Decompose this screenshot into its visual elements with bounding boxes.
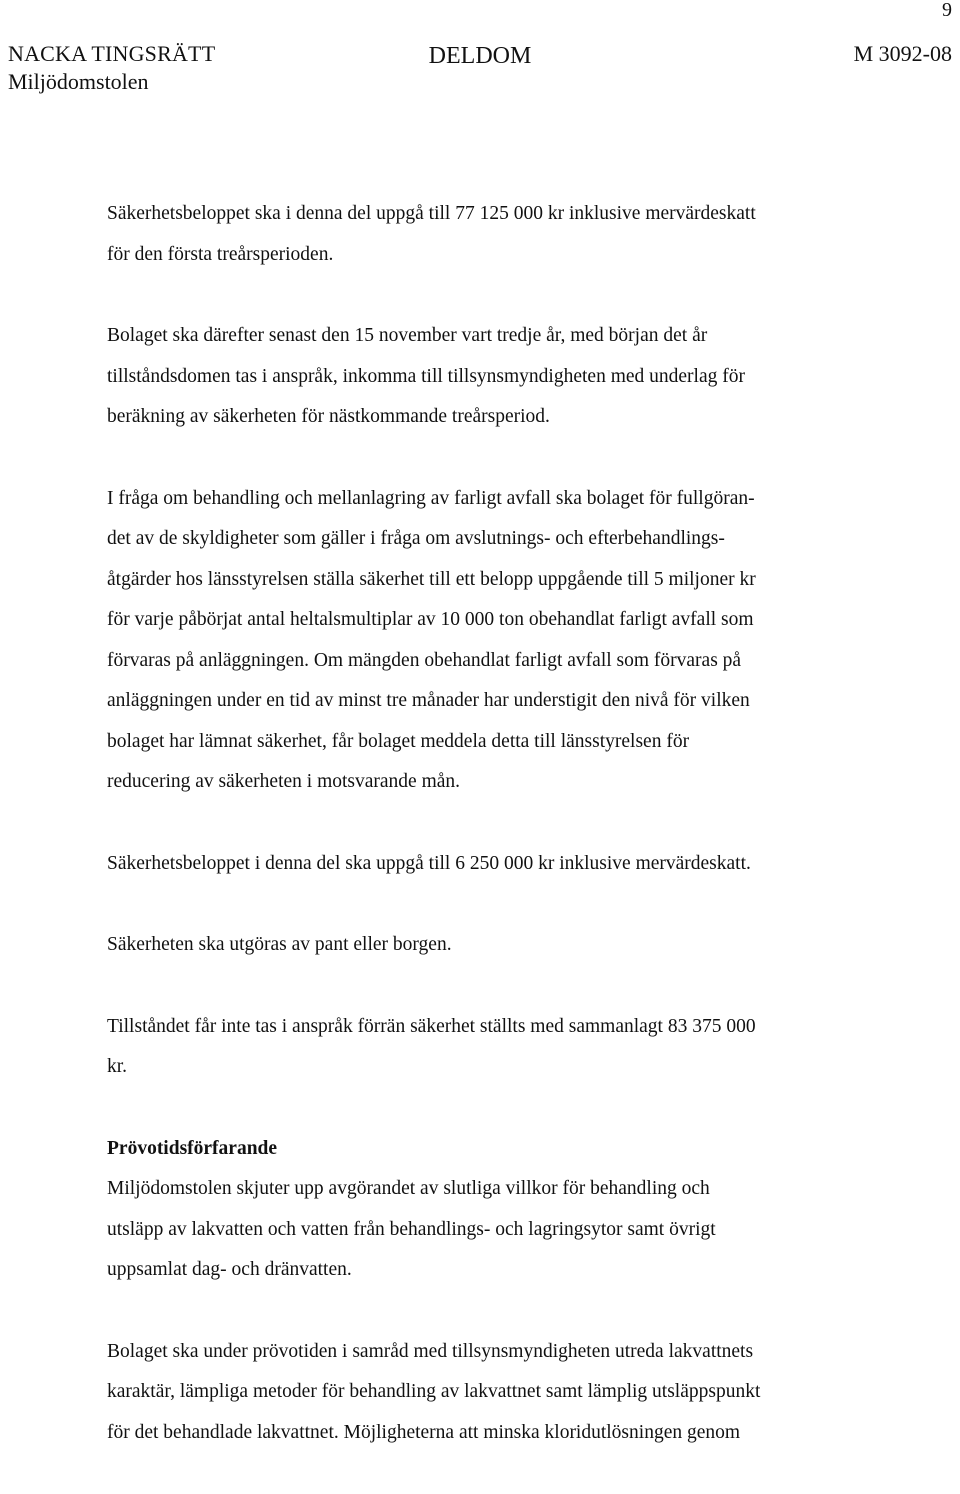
- text-line: för den första treårsperioden.: [107, 243, 334, 265]
- text-line: Tillståndet får inte tas i anspråk förrän säkerhet ställts med sammanlagt 83 375 000: [107, 1015, 756, 1037]
- text-line: Miljödomstolen skjuter upp avgörandet av slutliga villkor för behandling och: [107, 1178, 710, 1199]
- text-line: karaktär, lämpliga metoder för behandling av lakvattnet samt lämplig utsläppspunkt: [107, 1381, 761, 1402]
- section-heading: Prövotidsförfarande: [107, 1137, 278, 1159]
- text-line: Bolaget ska under prövotiden i samråd med tillsynsmyndigheten utreda lakvattnets: [107, 1340, 754, 1362]
- page-number: 9: [942, 0, 952, 21]
- paragraph-hazardous-waste: [107, 479, 907, 803]
- case-number: M 3092-08: [853, 41, 952, 66]
- department-name: Miljödomstolen: [8, 69, 149, 94]
- paragraph-trial-investigation: [107, 1332, 907, 1454]
- text-line: I fråga om behandling och mellanlagring av farligt avfall ska bolaget för fullgöran-: [107, 487, 755, 509]
- text-line: för varje påbörjat antal heltalsmultiplar av 10 000 ton obehandlat farligt avfall som: [107, 609, 754, 630]
- text-line: Säkerhetsbeloppet ska i denna del uppgå till 77 125 000 kr inklusive mervärdeskatt: [107, 203, 756, 224]
- paragraph-security-amount: [107, 194, 907, 275]
- text-line: kr.: [107, 1056, 128, 1077]
- text-line: det av de skyldigheter som gäller i fråga om avslutnings- och efterbehandlings-: [107, 528, 725, 549]
- document-body: [107, 194, 907, 1494]
- paragraph-security-form: [107, 925, 907, 966]
- text-line: Bolaget ska därefter senast den 15 november vart tredje år, med början det år: [107, 325, 708, 346]
- text-line: förvaras på anläggningen. Om mängden obehandlat farligt avfall som förvaras på: [107, 649, 742, 671]
- text-line: för det behandlade lakvattnet. Möjligheterna att minska kloridutlösningen genom: [107, 1421, 741, 1443]
- text-line: reducering av säkerheten i motsvarande mån.: [107, 771, 461, 792]
- paragraph-permit-condition: [107, 1007, 907, 1088]
- text-line: åtgärder hos länsstyrelsen ställa säkerhet till ett belopp uppgående till 5 miljoner kr: [107, 568, 756, 590]
- text-line: uppsamlat dag- och dränvatten.: [107, 1259, 352, 1280]
- text-line: anläggningen under en tid av minst tre månader har understigit den nivå för vilken: [107, 690, 750, 711]
- text-line: Säkerheten ska utgöras av pant eller borgen.: [107, 934, 452, 955]
- section-trial-period: [107, 1129, 907, 1291]
- text-line: beräkning av säkerheten för nästkommande treårsperiod.: [107, 406, 550, 427]
- text-line: bolaget har lämnat säkerhet, får bolaget meddela detta till länsstyrelsen för: [107, 730, 690, 752]
- court-name: NACKA TINGSRÄTT: [8, 41, 216, 66]
- text-line: Säkerhetsbeloppet i denna del ska uppgå till 6 250 000 kr inklusive mervärdeskatt.: [107, 852, 751, 874]
- document-type: DELDOM: [428, 43, 532, 69]
- text-line: tillståndsdomen tas i anspråk, inkomma till tillsynsmyndigheten med underlag för: [107, 365, 745, 387]
- paragraph-recalculation: [107, 316, 907, 438]
- document-header: [0, 40, 960, 100]
- text-line: utsläpp av lakvatten och vatten från behandlings- och lagringsytor samt övrigt: [107, 1218, 716, 1240]
- paragraph-security-amount-waste: [107, 844, 907, 885]
